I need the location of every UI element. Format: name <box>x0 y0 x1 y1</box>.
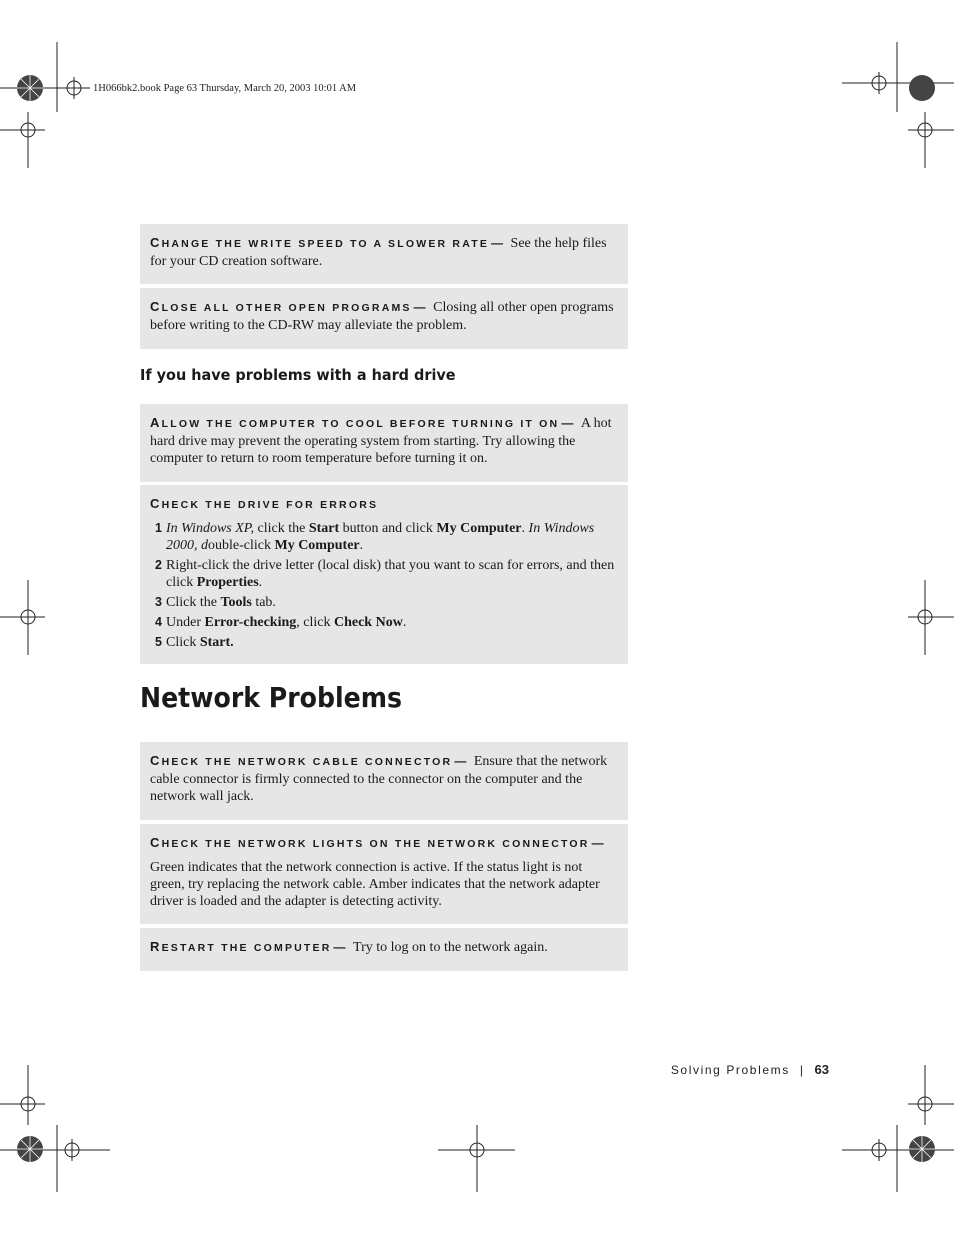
tip-body: See the help files for your CD creation software. <box>150 236 607 269</box>
tip-body: A hot hard drive may prevent the operating system from starting. Try allowing the computer to return to room temperature before turning it on. <box>150 416 612 466</box>
tip-body: Green indicates that the network connection is active. If the status light is not green, try replacing the network cable. Amber indicates that the network adapter driver is loaded and the adapter is detecting activity. <box>150 860 600 909</box>
tip-title: ALLOW THE COMPUTER TO COOL BEFORE TURNING IT ON <box>150 415 560 430</box>
step-item: 5 Click Start. <box>155 635 234 650</box>
tip-network-lights <box>140 824 628 924</box>
tip-body: Closing all other open programs before writing to the CD-RW may alleviate the problem. <box>150 300 614 333</box>
tip-allow-cool: ALLOW THE COMPUTER TO COOL BEFORE TURNING IT ON — A hot hard drive may prevent the operating system from starting. Try allowing the computer to return to room temperature before turning it on. <box>140 404 628 482</box>
tip-title: CHECK THE NETWORK LIGHTS ON THE NETWORK CONNECTOR <box>150 835 590 850</box>
tip-title: RESTART THE COMPUTER <box>150 939 332 954</box>
tip-title: CHECK THE DRIVE FOR ERRORS <box>150 496 379 511</box>
network-problems-heading: Network Problems <box>140 681 403 714</box>
tip-body: Try to log on to the network again. <box>353 940 548 955</box>
page-footer <box>671 1062 829 1077</box>
tip-title: CHANGE THE WRITE SPEED TO A SLOWER RATE <box>150 235 490 250</box>
step-item: 3 Click the Tools tab. <box>155 595 276 610</box>
print-header-info: 1H066bk2.book Page 63 Thursday, March 20, 2003 10:01 AM <box>93 83 357 94</box>
tip-title-row: CHECK THE NETWORK LIGHTS ON THE NETWORK CONNECTOR — <box>150 835 604 850</box>
footer-section: Solving Problems <box>670 1063 790 1077</box>
step-item: 4 Under Error-checking, click Check Now. <box>155 615 407 630</box>
tip-network-cable: CHECK THE NETWORK CABLE CONNECTOR — Ensure that the network cable connector is firmly connected to the connector on the computer and the network wall jack. <box>140 742 628 820</box>
steps-list <box>156 520 618 651</box>
tip-change-write-speed: CHANGE THE WRITE SPEED TO A SLOWER RATE — See the help files for your CD creation software. <box>140 224 628 284</box>
tip-close-programs: CLOSE ALL OTHER OPEN PROGRAMS — Closing all other open programs before writing to the CD-RW may alleviate the problem. <box>140 288 628 349</box>
tip-restart: RESTART THE COMPUTER — Try to log on to the network again. <box>140 928 628 971</box>
step-item: 1 In Windows XP, click the Start button and click My Computer. In Windows 2000, double-click My Computer. <box>155 521 595 553</box>
step-item: 2 Right-click the drive letter (local disk) that you want to scan for errors, and then click Properties. <box>155 558 615 590</box>
hard-drive-heading: If you have problems with a hard drive <box>140 366 456 384</box>
tip-body: Ensure that the network cable connector is firmly connected to the connector on the computer and the network wall jack. <box>150 754 608 804</box>
tip-check-drive <box>140 485 628 664</box>
page-number: 63 <box>814 1062 829 1077</box>
tip-title: CHECK THE NETWORK CABLE CONNECTOR <box>150 753 453 768</box>
tip-title: CLOSE ALL OTHER OPEN PROGRAMS <box>150 299 412 314</box>
footer-separator: | <box>799 1063 805 1077</box>
